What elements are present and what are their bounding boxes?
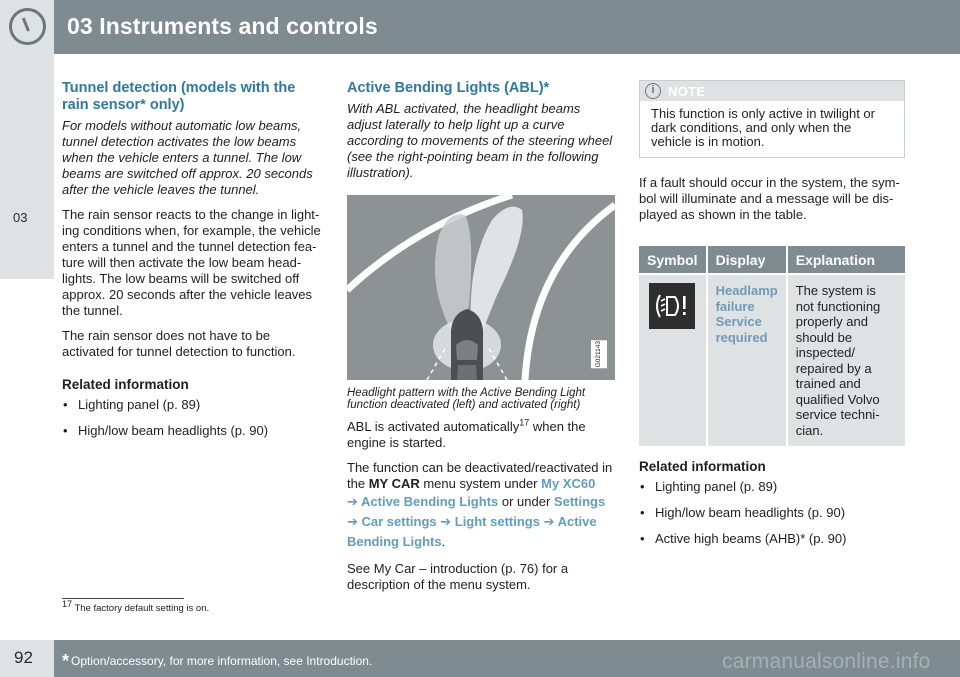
note-box: [639, 80, 905, 158]
table-cell-display: Headlamp failure Service required: [707, 274, 787, 446]
footnote-divider: [62, 598, 184, 599]
note-title: NOTE: [668, 84, 706, 99]
footnote-text: The factory default setting is on.: [74, 603, 210, 614]
column-active-bending-lights: [347, 80, 615, 593]
footer-note: [62, 651, 372, 672]
watermark: carmanualsonline.info: [722, 650, 931, 673]
info-icon: i: [645, 83, 661, 99]
my-car-label: MY CAR: [368, 476, 420, 491]
illustration-caption: Headlight pattern with the Active Bending Light function deactivated (left) and activated (right): [347, 387, 586, 411]
tunnel-detection-intro: For models without automatic low beams, tunnel detection activates the low beams when the vehicle enters a tunnel. The low beams are switched off approx. 20 seconds after the vehicle leaves the tunnel.: [62, 118, 313, 197]
related-info-title: Related information: [62, 377, 189, 392]
tunnel-detection-title: Tunnel detection (models with the rain sensor* only): [62, 80, 296, 113]
related-link-lighting-panel[interactable]: • Lighting panel (p. 89): [62, 397, 324, 413]
tunnel-detection-paragraph-1: The rain sensor reacts to the change in lighting conditions when, for example, the vehicle enters a tunnel and the tunnel detection feature will then activate the low beam headlights. The low beams will be switched off approx. 20 seconds after the vehicle leaves the tunnel.: [62, 207, 321, 318]
footnote-number: 17: [62, 598, 73, 609]
fault-symbol-table: [639, 246, 905, 446]
table-header-symbol: Symbol: [639, 246, 707, 274]
table-cell-explanation: The system is not functioning properly and should be inspected/ repaired by a trained and qualified Volvo service technician.: [787, 274, 905, 446]
note-header: [640, 81, 904, 101]
related-link-high-low-beam[interactable]: • High/low beam headlights (p. 90): [62, 423, 324, 439]
related-info-title-2: Related information: [639, 459, 766, 474]
chapter-side-tab: [0, 54, 54, 279]
menu-path-active-bending-lights: ➔ Active Bending Lights: [347, 494, 499, 509]
related-link-active-high-beams[interactable]: • Active high beams (AHB)* (p. 90): [639, 531, 905, 547]
header-icon-tab: [0, 0, 54, 54]
chapter-side-tab-label: 03: [13, 210, 28, 225]
option-star: *: [62, 651, 70, 671]
chapter-title: 03 Instruments and controls: [67, 13, 378, 39]
column-note-and-table: [639, 80, 905, 547]
headlamp-failure-warning-icon: [649, 283, 695, 329]
footnote-ref: 17: [519, 417, 530, 428]
image-code: G021143: [591, 340, 607, 368]
tunnel-detection-paragraph-2: The rain sensor does not have to be activated for tunnel detection to function.: [62, 328, 296, 359]
table-header-display: Display: [707, 246, 787, 274]
headlight-pattern-drawing: [347, 195, 615, 380]
headlight-pattern-illustration: [347, 195, 615, 380]
menu-path-car-settings: ➔ Car settings ➔ Light settings ➔ Active Bending Lights: [347, 514, 597, 549]
table-row: [639, 274, 905, 446]
note-text: This function is only active in twilight or dark conditions, and only when the vehicle is in motion.: [651, 106, 875, 149]
footer-note-text: Option/accessory, for more information, see Introduction.: [71, 654, 373, 668]
abl-activation-text: ABL is activated automatically$^{17}$ when the engine is started.: [347, 417, 586, 450]
table-header-explanation: Explanation: [787, 246, 905, 274]
fault-description: If a fault should occur in the system, the symbol will illuminate and a message will be displayed as shown in the table.: [639, 175, 900, 222]
page-number: 92: [14, 648, 33, 667]
abl-intro: With ABL activated, the headlight beams adjust laterally to help light up a curve according to movements of the steering wheel (see the right-pointing beam in the following illustration).: [347, 101, 613, 180]
menu-path-my-xc60: My XC60: [541, 476, 596, 491]
related-link-high-low-beam-2[interactable]: • High/low beam headlights (p. 90): [639, 505, 905, 521]
speedometer-gauge-icon: [9, 8, 46, 45]
table-cell-symbol: [639, 274, 707, 446]
abl-menu-instructions: The function can be deactivated/reactivated in the MY CAR menu system under My XC60 ➔ Active Bending Lights or under Settings ➔ Car settings ➔ Light settings ➔ Active Bending Lights.: [347, 460, 613, 549]
related-link-lighting-panel-2[interactable]: • Lighting panel (p. 89): [639, 479, 905, 495]
footnote: [62, 598, 210, 614]
abl-title: Active Bending Lights (ABL)*: [347, 80, 550, 96]
column-tunnel-detection: [62, 80, 324, 439]
my-car-reference: See My Car – introduction (p. 76) for a description of the menu system.: [347, 561, 569, 592]
menu-path-settings: Settings: [553, 494, 606, 509]
